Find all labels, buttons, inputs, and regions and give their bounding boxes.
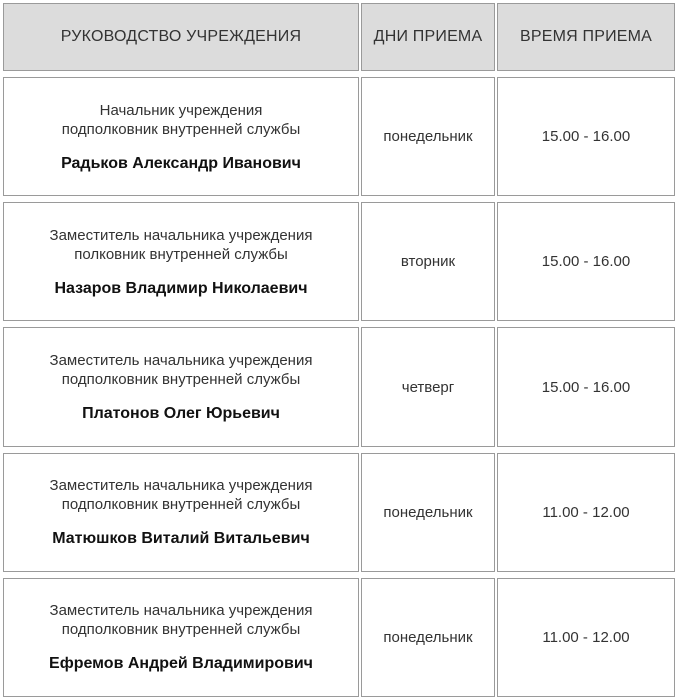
reception-time: 15.00 - 16.00 — [497, 202, 675, 321]
official-name: Ефремов Андрей Владимирович — [49, 655, 313, 673]
reception-day: четверг — [361, 327, 495, 446]
official-rank: подполковник внутренней службы — [61, 496, 301, 514]
reception-time: 15.00 - 16.00 — [497, 327, 675, 446]
reception-time: 11.00 - 12.00 — [497, 453, 675, 572]
official-name: Назаров Владимир Николаевич — [54, 279, 308, 297]
reception-day: понедельник — [361, 77, 495, 196]
reception-day: понедельник — [361, 578, 495, 697]
official-rank: полковник внутренней службы — [74, 245, 288, 263]
table-row — [3, 453, 675, 572]
official-name: Матюшков Виталий Витальевич — [52, 530, 310, 548]
table-row — [3, 578, 675, 697]
official-position: Начальник учреждения — [99, 101, 263, 119]
official-rank: подполковник внутренней службы — [61, 120, 301, 138]
reception-time: 15.00 - 16.00 — [497, 77, 675, 196]
official-position: Заместитель начальника учреждения — [49, 602, 313, 620]
official-position: Заместитель начальника учреждения — [49, 226, 313, 244]
official-cell — [3, 77, 359, 196]
table-row — [3, 77, 675, 196]
header-leadership: РУКОВОДСТВО УЧРЕЖДЕНИЯ — [3, 3, 359, 71]
official-cell — [3, 453, 359, 572]
official-cell — [3, 578, 359, 697]
header-reception-days: ДНИ ПРИЕМА — [361, 3, 495, 71]
official-name: Радьков Александр Иванович — [61, 154, 301, 172]
reception-schedule-table — [1, 1, 677, 699]
official-position: Заместитель начальника учреждения — [49, 352, 313, 370]
table-row — [3, 202, 675, 321]
official-position: Заместитель начальника учреждения — [49, 477, 313, 495]
official-cell — [3, 327, 359, 446]
reception-day: понедельник — [361, 453, 495, 572]
reception-day: вторник — [361, 202, 495, 321]
table-header-row — [3, 3, 675, 71]
header-reception-time: ВРЕМЯ ПРИЕМА — [497, 3, 675, 71]
table-row — [3, 327, 675, 446]
official-name: Платонов Олег Юрьевич — [82, 405, 280, 423]
official-cell — [3, 202, 359, 321]
reception-time: 11.00 - 12.00 — [497, 578, 675, 697]
official-rank: подполковник внутренней службы — [61, 621, 301, 639]
official-rank: подполковник внутренней службы — [61, 371, 301, 389]
